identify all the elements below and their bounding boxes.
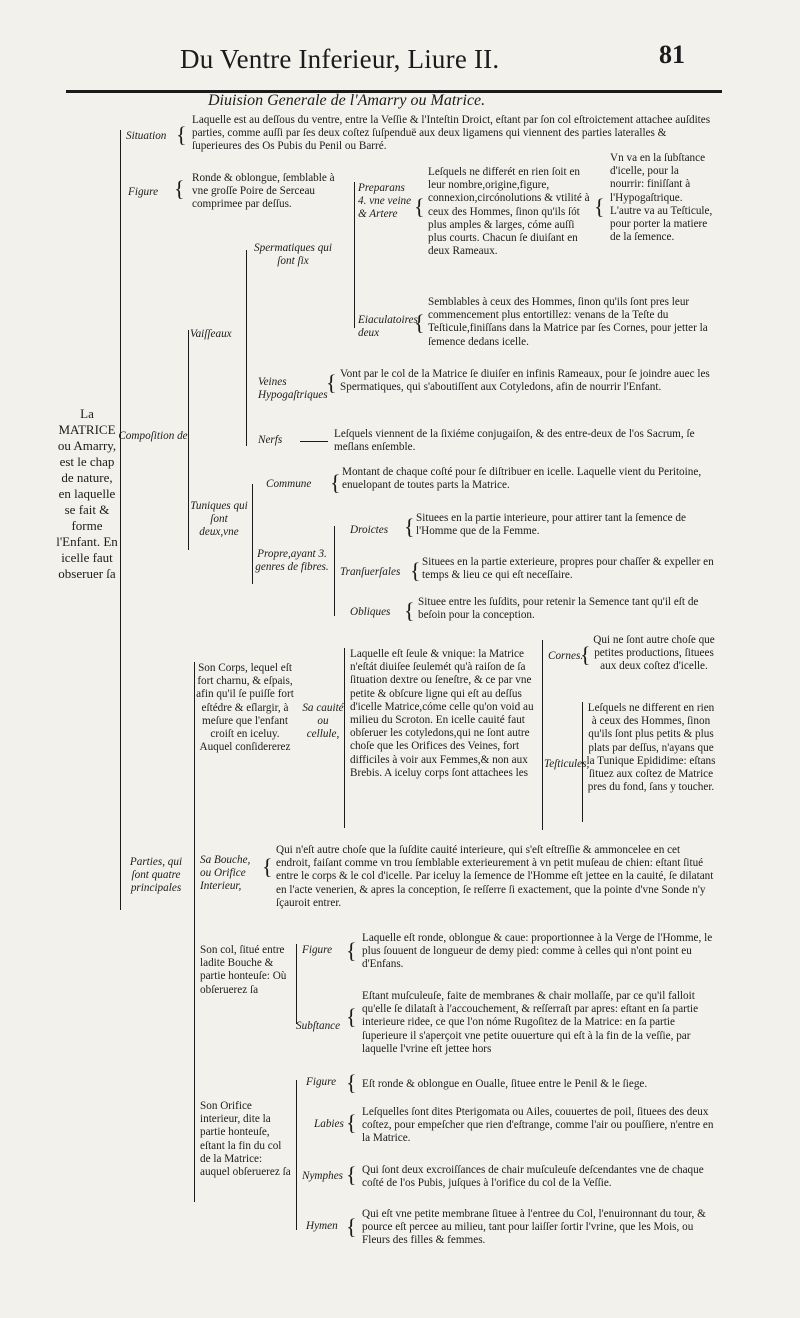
transuersales-text: Situees en la partie exterieure, propres pour chaſſer & expeller en temps & lieu ce qui eſt neceſſaire. <box>422 556 714 582</box>
connector-line <box>300 441 328 442</box>
running-title: Du Ventre Inferieur, Liure II. <box>180 44 500 74</box>
brace: { <box>262 854 273 879</box>
droictes-text: Situees en la partie interieure, pour attirer tant la ſemence de l'Homme que de la Femme. <box>416 512 686 538</box>
ejaculatoires-text: Semblables à ceux des Hommes, ſinon qu'ils ſont pres leur commencement plus entortillez: venans de la Teſte du Teſticule,finiſſans dans la Matrice par ſes Cornes, pour jetter la ſemence dedans icelle. <box>428 296 708 348</box>
commune-text: Montant de chaque coſté pour ſe diſtribuer en icelle. Laquelle vient du Peritoine, enuelopant de toutes parts la Matrice. <box>342 466 702 492</box>
tuniques-label: Tuniques qui ſont deux,vne <box>190 500 248 539</box>
vaisseaux-label: Vaiſſeaux <box>190 328 232 340</box>
labies-text: Leſquelles ſont dites Pterigomata ou Ailes, couuertes de poil, ſituees des deux coſtez, pour empeſcher que rien d'eſtrange, comme l'air ou pouſſiere, n'entre en la Matrice. <box>362 1106 714 1145</box>
testicules-brace-line <box>582 702 583 822</box>
brace: { <box>414 194 425 219</box>
propre-brace-line <box>334 526 335 616</box>
page-number: 81 <box>659 40 685 69</box>
or-figure-label: Figure <box>306 1076 337 1088</box>
figure-label: Figure <box>128 186 159 198</box>
situation-label: Situation <box>126 130 167 142</box>
rameaux-text: Vn va en la ſubſtance d'icelle, pour la nourrir: finiſſant à l'Hypogaſtrique. L'autre va au Teſticule, pour porter la matiere de la ſemence. <box>610 152 713 244</box>
nerfs-label: Nerfs <box>258 434 283 446</box>
vaisseaux-brace-line <box>246 250 247 446</box>
composition-brace-line <box>188 330 189 550</box>
obliques-text: Situee entre les ſuſdits, pour retenir la Semence tant qu'il eſt de beſoin pour la conception. <box>418 596 699 622</box>
parties-brace-line <box>194 662 195 1202</box>
spermatiques-label: Spermatiques qui ſont ſix <box>254 242 332 268</box>
brace: { <box>346 1162 357 1187</box>
brace: { <box>580 642 591 667</box>
brace: { <box>346 1214 357 1239</box>
brace: { <box>174 176 185 201</box>
ejaculatoires-label: Eiaculatoires deux <box>358 314 418 340</box>
testicules-label: Teſticules, <box>544 758 590 770</box>
brace: { <box>176 122 187 147</box>
hymen-text: Qui eſt vne petite membrane ſituee à l'entree du Col, l'enuironnant du tour, & pource eſt percee au milieu, tant pour laiſſer ſortir l'vrine, que les Mois, ou Fleurs des filles & femmes. <box>362 1208 706 1247</box>
commune-label: Commune <box>266 478 312 490</box>
or-figure-text: Eſt ronde & oblongue en Oualle, ſituee entre le Penil & le ſiege. <box>362 1078 648 1090</box>
brace: { <box>346 1004 357 1029</box>
col-text: Son col, ſitué entre ladite Bouche & partie honteuſe: Où obſeruerez ſa <box>200 944 287 996</box>
situation-text: Laquelle est au deſſous du ventre, entre la Veſſie & l'Inteſtin Droict, eſtant par ſon col eſtroictement attachee auſdites parties, comme auſſi par ſes deux coſtez ſuſpenduë aux deux ligamens qui viennent des parties lateralles & ſuperieures des Os Pubis du Penil ou Barré. <box>192 114 711 153</box>
testicules-text: Leſquels ne different en rien à ceux des Hommes, ſinon qu'ils ſont plus petits & plus plats par deſſus, n'ayans que la Tunique Epididime: eſtans ſituez aux coſtez de Matrice pres du fond, ſans y toucher. <box>586 702 716 794</box>
brace: { <box>346 1070 357 1095</box>
orifice-text: Son Orifice interieur, dite la partie honteuſe, eſtant la fin du col de la Matrice: auquel obſeruerez ſa <box>200 1100 291 1179</box>
bouche-label: Sa Bouche, ou Orifice Interieur, <box>200 854 251 893</box>
col-figure-text: Laquelle eſt ronde, oblongue & caue: proportionnee à la Verge de l'Homme, le plus ſouuent de longueur de demy pied: comme à celles qui n'ont point eu d'Enfans. <box>362 932 713 971</box>
main-brace-line <box>120 130 121 910</box>
transuersales-label: Tranſuerſales <box>340 566 401 578</box>
preparans-text: Leſquels ne differét en rien ſoit en leur nombre,origine,figure, connexion,circónolutions & vtilité à ceux des Hommes, ſinon qu'ils ſót plus amples & larges, cóme auſſi plus courts. Chacun ſe diuiſant en deux Rameaux. <box>428 166 590 258</box>
obliques-label: Obliques <box>350 606 391 618</box>
droictes-label: Droictes <box>350 524 389 536</box>
brace: { <box>594 194 605 219</box>
tuniques-brace-line <box>252 484 253 584</box>
figure-text: Ronde & oblongue, ſemblable à vne groſſe Poire de Serceau comprimee par deſſus. <box>192 172 335 211</box>
spermatiques-brace-line <box>354 182 355 328</box>
nymphes-text: Qui ſont deux excroiſſances de chair muſculeuſe deſcendantes vne de chaque coſté de l'os Pubis, juſques à l'orifice du col de la Veſſie. <box>362 1164 704 1190</box>
bouche-text: Qui n'eſt autre choſe que la ſuſdite cauité interieure, qui s'eſt eſtreſſie & ammoncelee en cet endroit, faiſant comme vn trou ſemblable exterieurement à vn petit muſeau de chien: eſtant ſitué entre le corps & le col d'icelle. Par iceluy la ſemence de l'Homme eſt jettee en la cauité, ſe dilatant en l'acte venerien, & apres la conception, ſe reſſerre ſi exactement, que la pointe d'vne Sonde n'y ſçauroit entrer. <box>276 844 714 909</box>
cornes-text: Qui ne ſont autre choſe que petites productions, ſituees aux deux coſtez d'icelle. <box>593 634 715 673</box>
nymphes-label: Nymphes <box>302 1170 344 1182</box>
orifice-brace-line <box>296 1080 297 1230</box>
hypogastriques-label: Veines Hypogaſtriques <box>258 376 328 402</box>
corps-text: Son Corps, lequel eſt fort charnu, & eſpais, afin qu'il ſe puiſſe fort eſtédre & eſlargir, à meſure que l'enfant croiſt en iceluy. Auquel conſidererez <box>196 662 294 754</box>
parties-label: Parties, qui ſont quatre principales <box>129 856 183 895</box>
preparans-label: Preparans 4. vne veine & Artere <box>358 182 412 221</box>
brace: { <box>404 514 415 539</box>
hypogastriques-text: Vont par le col de la Matrice ſe diuiſer en infinis Rameaux, pour ſe joindre auec les Spermatiques, qui s'aboutiſſent aux Cotyledons, afin de nourrir l'Enfant. <box>340 368 710 394</box>
attache-brace-line <box>542 640 543 830</box>
col-substance-text: Eſtant muſculeuſe, faite de membranes & chair mollaſſe, par ce qu'il falloit qu'elle ſe dilataſt à l'accouchement, & reſſerraſt par apres: eſtant en ſa partie interieure ridee, ce que l'on nóme Rugoſitez de la Matrice: en ſa partie ſuperieure il s'aperçoit vne petite ouuerture qui eſt à la fin de la veſſie, par laquelle l'vrine eſt jettee hors <box>362 990 699 1055</box>
brace: { <box>414 310 425 335</box>
cauite-label: Sa cauité ou cellule, <box>302 702 344 741</box>
cornes-label: Cornes. <box>548 650 584 662</box>
section-subtitle: Diuision Generale de l'Amarry ou Matrice. <box>208 92 486 109</box>
brace: { <box>346 938 357 963</box>
labies-label: Labies <box>314 1118 344 1130</box>
hymen-label: Hymen <box>306 1220 338 1232</box>
propre-label: Propre,ayant 3. genres de fibres. <box>255 548 329 574</box>
brace: { <box>346 1110 357 1135</box>
brace: { <box>404 598 415 623</box>
cauite-brace-line <box>344 648 345 828</box>
brace: { <box>330 470 341 495</box>
composition-label: Compoſition de <box>118 430 188 442</box>
root-term: La MATRICE ou Amarry, est le chap de nature, en laquelle se fait & forme l'Enfant. En icelle faut obseruer ſa <box>56 406 118 581</box>
cauite-text: Laquelle eſt ſeule & vnique: la Matrice n'eſtát diuiſee ſeulemét qu'à raiſon de ſa ſituation dextre ou ſeneſtre, & ce par vne petite & obſcure ligne qui eſt au deſſus d'icelle Matrice,cóme celle qu'on void au milieu du Scroton. En icelle cauité faut obſeruer les cotyledons,qui ne ſont autre choſe que les Orifices des Veines, fort difficiles à voir aux Femmes,& non aux Brebis. A iceluy corps ſont attachees les <box>350 648 534 779</box>
col-figure-label: Figure <box>302 944 333 956</box>
col-brace-line <box>296 944 297 1024</box>
brace: { <box>410 558 421 583</box>
brace: { <box>326 370 337 395</box>
nerfs-text: Leſquels viennent de la ſixiéme conjugaiſon, & des entre-deux de l'os Sacrum, ſe meſlans enſemble. <box>334 428 695 454</box>
col-substance-label: Subſtance <box>296 1020 341 1032</box>
